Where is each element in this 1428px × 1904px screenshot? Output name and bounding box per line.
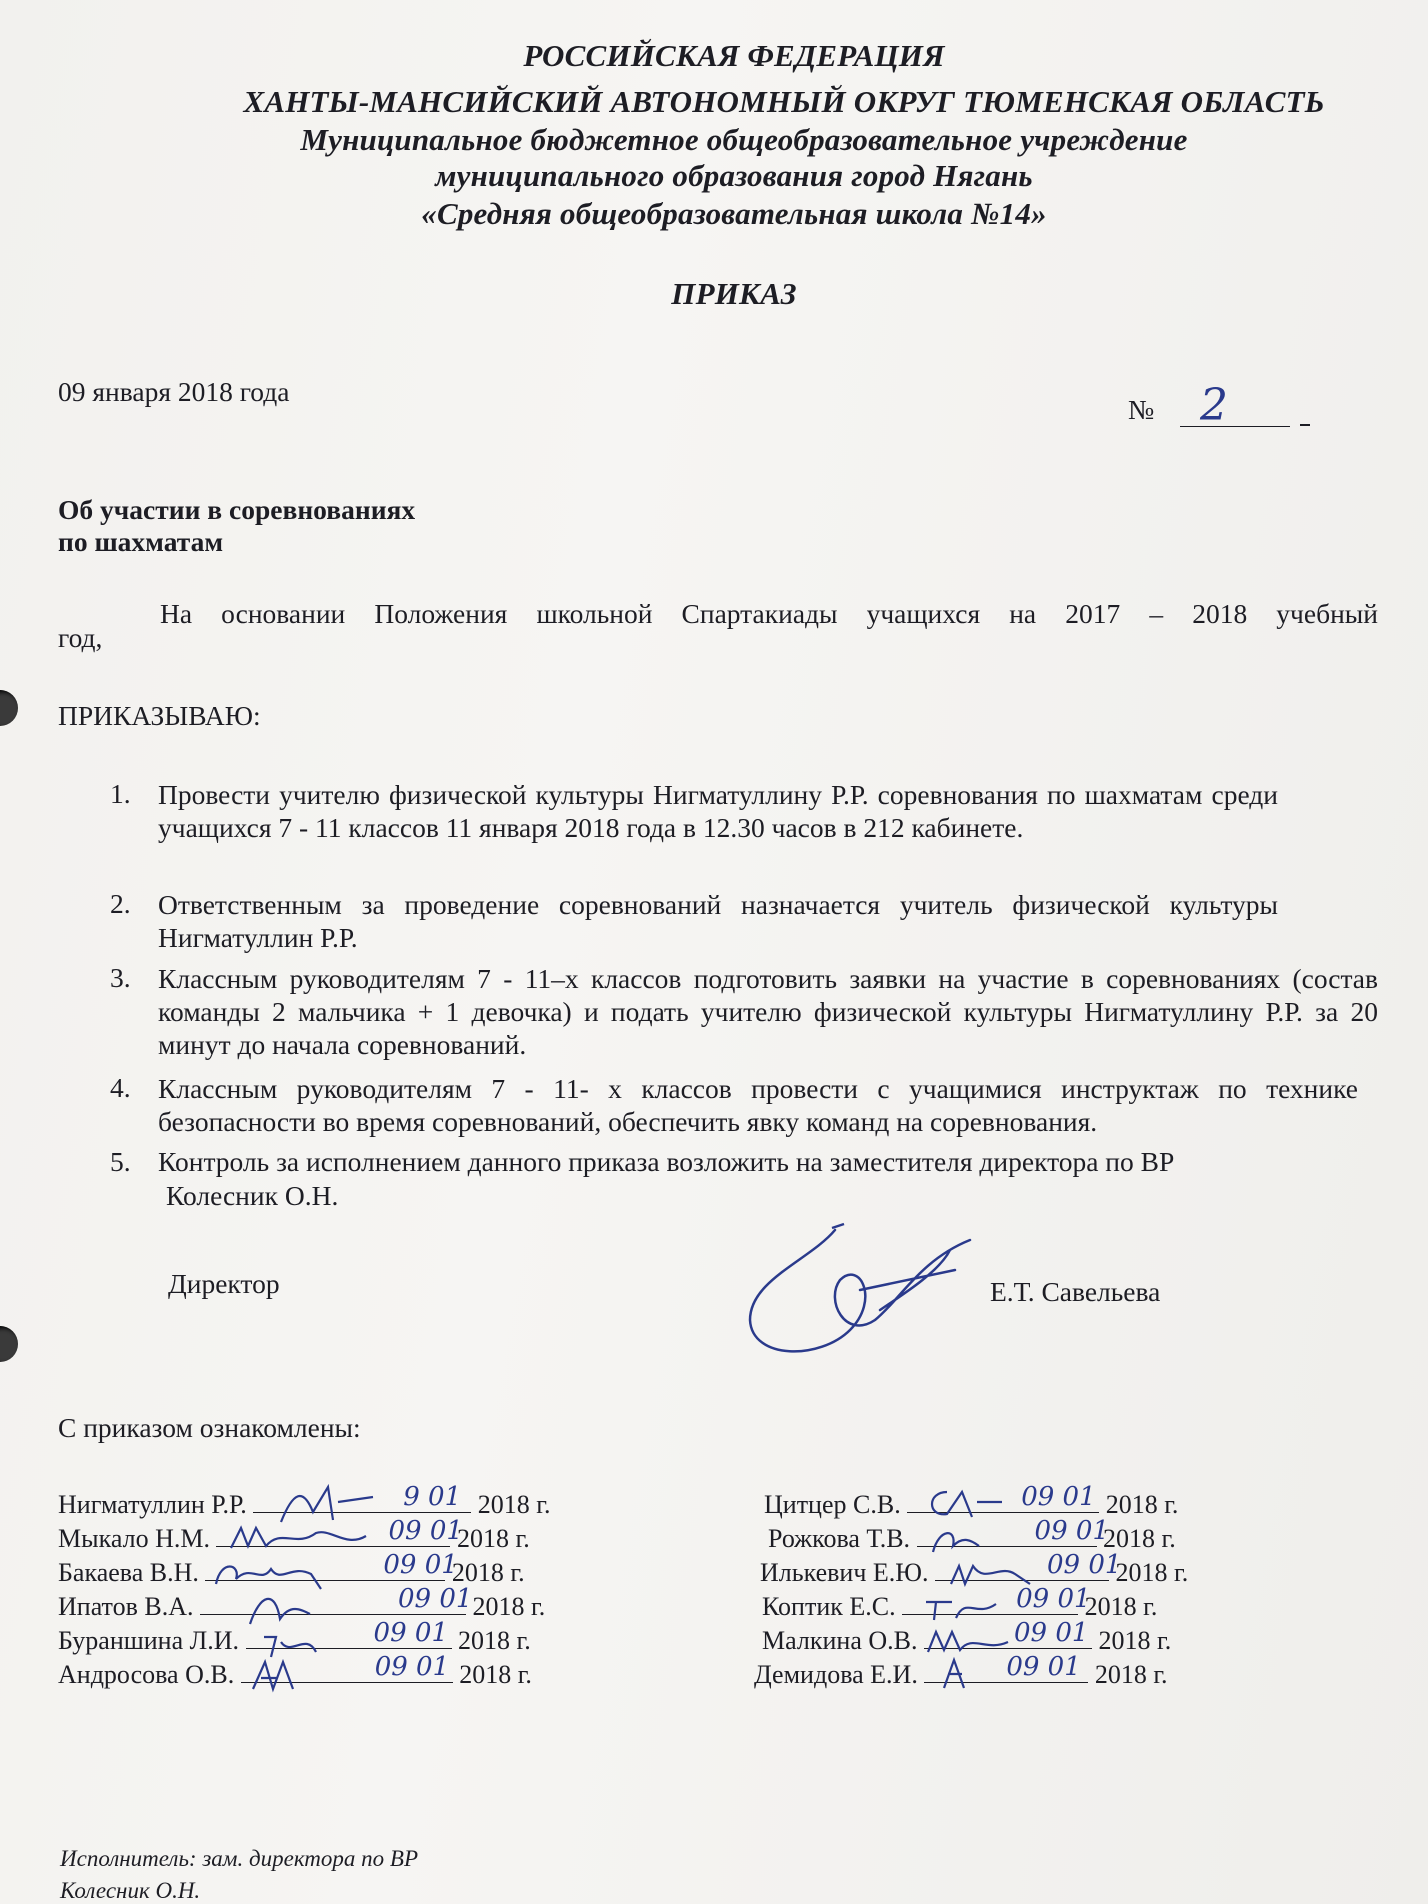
year-suffix: 2018 г.: [1115, 1558, 1189, 1587]
item-text-continuation: Колесник О.Н.: [166, 1180, 339, 1211]
year-suffix: 2018 г.: [472, 1592, 546, 1621]
header-line2: ХАНТЫ-МАНСИЙСКИЙ АВТОНОМНЫЙ ОКРУГ ТЮМЕНСКАЯ ОБЛАСТЬ: [243, 84, 1325, 119]
date-blank: [1045, 1550, 1122, 1581]
acquaint-row: [58, 1652, 532, 1690]
doc-type-title: ПРИКАЗ: [671, 276, 797, 311]
handwritten-signature: [226, 1518, 376, 1558]
header-line3: Муниципальное бюджетное общеобразовательное учреждение: [300, 122, 1188, 157]
header-line5: «Средняя общеобразовательная школа №14»: [421, 196, 1047, 231]
acquainted-label: С приказом ознакомлены:: [58, 1412, 361, 1443]
date-blank: [373, 1652, 453, 1683]
acquaint-row: [58, 1584, 546, 1622]
date-blank: [396, 1584, 473, 1615]
handwritten-date: 09 01: [373, 1618, 448, 1648]
handwritten-date: 09 01: [383, 1550, 458, 1580]
year-suffix: 2018 г.: [1105, 1490, 1179, 1519]
year-suffix: 2018 г.: [1098, 1626, 1172, 1655]
date-blank: [386, 1516, 463, 1547]
item-number: 3.: [110, 962, 131, 993]
order-word: ПРИКАЗЫВАЮ:: [58, 700, 261, 731]
item-text: Классным руководителям 7 - 11- х классов провести с учащимися инструктаж по технике безопасности во время соревнований, обеспечить явку команд на соревнования.: [158, 1073, 1358, 1137]
signature-blank: [205, 1580, 381, 1581]
acquaint-row: [760, 1550, 1189, 1588]
director-signature: [740, 1220, 990, 1370]
item-text: Контроль за исполнением данного приказа возложить на заместителя директора по ВР: [158, 1146, 1175, 1177]
handwritten-signature: [922, 1588, 1002, 1624]
header-line4: муниципального образования город Нягань: [435, 158, 1033, 193]
signature-blank: [907, 1512, 1019, 1513]
year-suffix: 2018 г.: [1094, 1660, 1168, 1689]
punch-hole: [0, 690, 18, 726]
number-dash: [1300, 424, 1310, 426]
person-name: Демидова Е.И.: [754, 1660, 918, 1689]
date-blank: [1004, 1652, 1088, 1683]
handwritten-signature: [934, 1652, 984, 1692]
year-suffix: 2018 г.: [1103, 1524, 1176, 1553]
year-suffix: 2018 г.: [451, 1558, 525, 1587]
punch-hole: [0, 1326, 18, 1362]
year-suffix: 2018 г.: [456, 1524, 530, 1553]
date-blank: [1019, 1482, 1099, 1513]
signature-blank: [216, 1546, 386, 1547]
acquaint-row: [58, 1482, 551, 1520]
director-name: Е.Т. Савельева: [990, 1276, 1161, 1307]
signature-blank: [917, 1546, 1033, 1547]
acquaint-row: [58, 1618, 531, 1656]
handwritten-signature: [927, 1522, 987, 1558]
handwritten-date: 09 01: [1016, 1584, 1091, 1614]
handwritten-signature: [917, 1482, 1007, 1522]
year-suffix: 2018 г.: [1084, 1592, 1158, 1621]
handwritten-date: 09 01: [1013, 1618, 1089, 1648]
person-name: Цитцер С.В.: [764, 1490, 901, 1519]
person-name: Мыкало Н.М.: [58, 1524, 210, 1553]
signature-blank: [902, 1614, 1014, 1615]
person-name: Бураншина Л.И.: [58, 1626, 240, 1655]
person-name: Илькевич Е.Ю.: [760, 1558, 929, 1587]
date-blank: [381, 1550, 458, 1581]
number-blank: [1180, 426, 1290, 427]
handwritten-date: 09 01: [1006, 1652, 1081, 1682]
signature-blank: [246, 1648, 372, 1649]
item-text: Классным руководителям 7 - 11–х классов подготовить заявки на участие в соревнованиях (состав команды 2 мальчика + 1 девочка) и подать учителю физической культуры Нигматуллину Р.Р. за 20 минут до начала соревнований.: [158, 963, 1378, 1060]
person-name: Андросова О.В.: [58, 1660, 235, 1689]
acquaint-row: [58, 1516, 530, 1554]
year-suffix: 2018 г.: [459, 1660, 532, 1689]
handwritten-date: 09 01: [374, 1652, 450, 1682]
subject-line2: по шахматам: [58, 526, 224, 557]
item-number: 1.: [110, 778, 131, 809]
handwritten-date: 9 01: [403, 1482, 462, 1512]
person-name: Нигматуллин Р.Р.: [58, 1490, 247, 1519]
signature-blank: [253, 1512, 401, 1513]
acquaint-row: [754, 1652, 1168, 1690]
number-label: №: [1128, 394, 1155, 425]
basis-tail: год,: [58, 622, 103, 653]
signature-blank: [241, 1682, 373, 1683]
footer-executor-name: Колесник О.Н.: [60, 1878, 201, 1903]
signature-blank: [924, 1682, 1004, 1683]
person-name: Ипатов В.А.: [58, 1592, 194, 1621]
number-handwritten: 2: [1200, 380, 1228, 431]
person-name: Рожкова Т.В.: [768, 1524, 911, 1553]
item-number: 2.: [110, 888, 131, 919]
item-text: Провести учителю физической культуры Нигматуллину Р.Р. соревнования по шахматам среди учащихся 7 - 11 классов 11 января 2018 года в 12.30 часов в 212 кабинете.: [158, 779, 1278, 843]
handwritten-date: 09 01: [1047, 1550, 1122, 1580]
director-title: Директор: [168, 1268, 280, 1299]
year-suffix: 2018 г.: [477, 1490, 551, 1519]
acquaint-row: [762, 1584, 1158, 1622]
item-number: 4.: [110, 1072, 131, 1103]
person-name: Бакаева В.Н.: [58, 1558, 199, 1587]
header-line1: РОССИЙСКАЯ ФЕДЕРАЦИЯ: [523, 38, 945, 73]
basis-text: На основании Положения школьной Спартакиады учащихся на 2017 – 2018 учебный: [160, 598, 1378, 629]
person-name: Малкина О.В.: [762, 1626, 918, 1655]
date-blank: [1033, 1516, 1109, 1547]
signature-blank: [935, 1580, 1045, 1581]
signature-blank: [200, 1614, 396, 1615]
date-blank: [1012, 1618, 1092, 1649]
date-blank: [1014, 1584, 1091, 1615]
date-blank: [401, 1482, 471, 1513]
subject-line1: Об участии в соревнованиях: [58, 494, 416, 525]
acquaint-row: [764, 1482, 1179, 1520]
handwritten-date: 09 01: [1021, 1482, 1096, 1512]
footer-executor: Исполнитель: зам. директора по ВР: [60, 1846, 418, 1871]
handwritten-date: 09 01: [397, 1584, 473, 1614]
signature-blank: [924, 1648, 1012, 1649]
item-number: 5.: [110, 1146, 131, 1177]
order-date: 09 января 2018 года: [58, 376, 290, 407]
item-text: Ответственным за проведение соревнований назначается учитель физической культуры Нигматуллин Р.Р.: [158, 889, 1278, 953]
handwritten-date: 09 01: [388, 1516, 463, 1546]
year-suffix: 2018 г.: [458, 1626, 531, 1655]
handwritten-signature: [247, 1654, 307, 1694]
person-name: Коптик Е.С.: [762, 1592, 896, 1621]
handwritten-date: 09 01: [1034, 1516, 1109, 1546]
date-blank: [372, 1618, 452, 1649]
